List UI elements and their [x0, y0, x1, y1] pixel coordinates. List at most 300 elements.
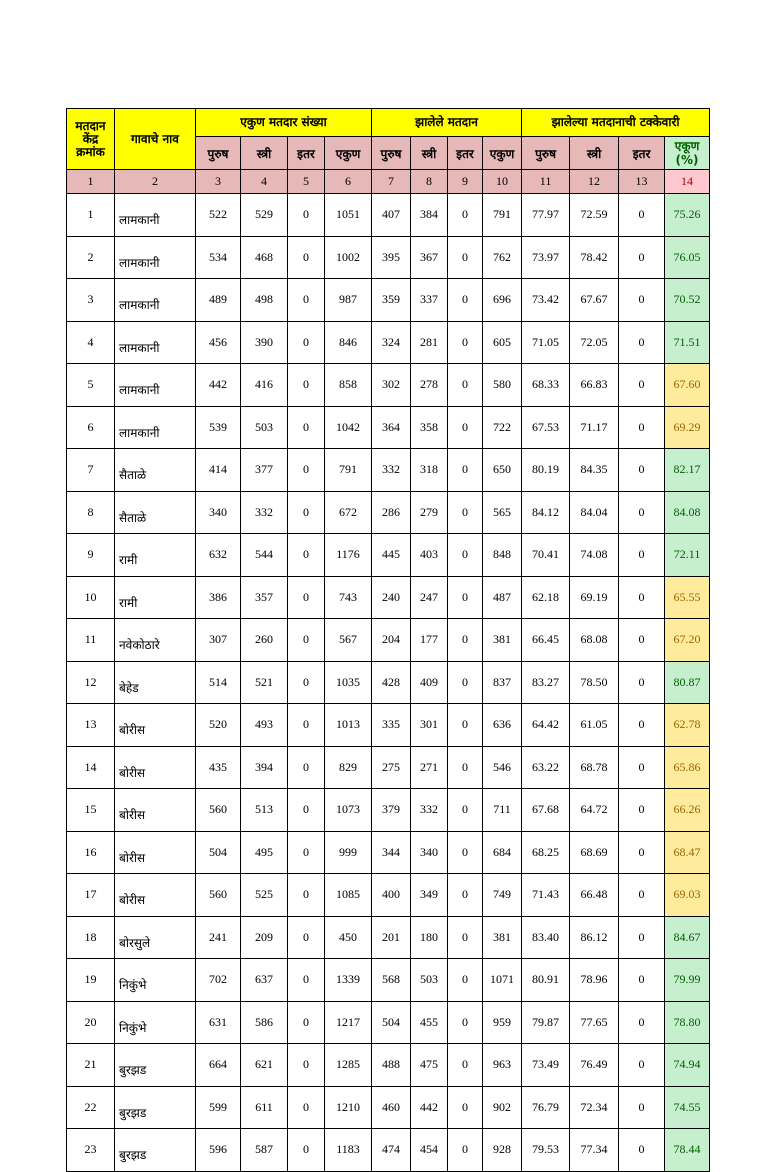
total-other-cell: 0	[288, 831, 325, 874]
table-row	[67, 704, 710, 747]
pct-total-cell	[665, 916, 710, 959]
column-number-5: 5	[288, 170, 325, 194]
pct-male-cell: 77.97	[522, 194, 570, 237]
total-male-cell: 414	[196, 449, 241, 492]
total-female-cell: 493	[241, 704, 288, 747]
pct-total-cell	[665, 321, 710, 364]
pct-male-cell: 64.42	[522, 704, 570, 747]
total-other-cell: 0	[288, 789, 325, 832]
pct-total-value: 69.03	[673, 887, 701, 902]
cast-male-cell: 445	[372, 534, 411, 577]
total-voters-cell: 1051	[325, 194, 372, 237]
cast-male-cell: 332	[372, 449, 411, 492]
cast-total-header: एकुण	[483, 137, 522, 170]
pct-female-cell: 84.04	[570, 491, 619, 534]
table-row	[67, 321, 710, 364]
table-row	[67, 916, 710, 959]
cast-total-cell: 722	[483, 406, 522, 449]
pct-total-cell	[665, 661, 710, 704]
booth-number-cell: 13	[67, 704, 115, 747]
table-row	[67, 576, 710, 619]
column-number-7: 7	[372, 170, 411, 194]
column-number-2: 2	[115, 170, 196, 194]
total-other-cell: 0	[288, 1044, 325, 1087]
pct-other-cell: 0	[619, 704, 665, 747]
pct-female-cell: 77.65	[570, 1001, 619, 1044]
booth-number-cell: 4	[67, 321, 115, 364]
table-row	[67, 279, 710, 322]
cast-other-cell: 0	[448, 959, 483, 1002]
pct-female-cell: 72.34	[570, 1086, 619, 1129]
pct-total-cell	[665, 279, 710, 322]
total-voters-cell: 791	[325, 449, 372, 492]
total-other-cell: 0	[288, 746, 325, 789]
pct-total-cell	[665, 831, 710, 874]
pct-total-value: 75.26	[673, 207, 701, 222]
village-name-cell: बोरीस	[115, 704, 196, 747]
table-row	[67, 959, 710, 1002]
village-name-cell: बोरीस	[115, 831, 196, 874]
total-male-cell: 596	[196, 1129, 241, 1172]
pct-female-cell: 78.42	[570, 236, 619, 279]
pct-male-cell: 67.53	[522, 406, 570, 449]
table-row	[67, 831, 710, 874]
booth-number-cell: 17	[67, 874, 115, 917]
booth-number-cell: 10	[67, 576, 115, 619]
total-voters-cell: 1035	[325, 661, 372, 704]
cast-male-cell: 407	[372, 194, 411, 237]
cast-total-cell: 605	[483, 321, 522, 364]
total-voters-cell: 450	[325, 916, 372, 959]
pct-female-cell: 71.17	[570, 406, 619, 449]
pct-female-cell: 77.34	[570, 1129, 619, 1172]
total-female-cell: 209	[241, 916, 288, 959]
pct-male-cell: 71.05	[522, 321, 570, 364]
pct-other-cell: 0	[619, 1044, 665, 1087]
pct-total-cell	[665, 1044, 710, 1087]
pct-male-cell: 67.68	[522, 789, 570, 832]
total-voters-cell: 999	[325, 831, 372, 874]
pct-male-cell: 68.25	[522, 831, 570, 874]
pct-total-cell	[665, 619, 710, 662]
pct-total-value: 76.05	[673, 249, 701, 264]
cast-female-cell: 301	[411, 704, 448, 747]
total-other-cell: 0	[288, 1086, 325, 1129]
total-female-cell: 377	[241, 449, 288, 492]
pct-total-cell	[665, 874, 710, 917]
total-other-cell: 0	[288, 491, 325, 534]
total-female-cell: 495	[241, 831, 288, 874]
pct-total-cell	[665, 491, 710, 534]
pct-total-value: 82.17	[673, 462, 701, 477]
table-row	[67, 534, 710, 577]
total-other-cell: 0	[288, 619, 325, 662]
pct-total-value: 65.55	[673, 589, 701, 604]
pct-total-value: 78.80	[673, 1014, 701, 1029]
total-female-cell: 513	[241, 789, 288, 832]
total-voters-cell: 1073	[325, 789, 372, 832]
pct-female-cell: 61.05	[570, 704, 619, 747]
cast-female-cell: 442	[411, 1086, 448, 1129]
total-female-cell: 416	[241, 364, 288, 407]
cast-male-cell: 504	[372, 1001, 411, 1044]
booth-number-header: मतदान केंद्र क्रमांक	[67, 109, 115, 170]
pct-female-cell: 86.12	[570, 916, 619, 959]
cast-other-cell: 0	[448, 916, 483, 959]
pct-male-cell: 71.43	[522, 874, 570, 917]
total-other-cell: 0	[288, 279, 325, 322]
cast-male-cell: 460	[372, 1086, 411, 1129]
village-name-cell: लामकानी	[115, 194, 196, 237]
votes-cast-header: झालेले मतदान	[372, 109, 522, 137]
pct-female-cell: 78.96	[570, 959, 619, 1002]
cast-other-cell: 0	[448, 576, 483, 619]
pct-female-cell: 66.48	[570, 874, 619, 917]
cast-total-cell: 565	[483, 491, 522, 534]
cast-total-cell: 580	[483, 364, 522, 407]
pct-total-value: 74.94	[673, 1057, 701, 1072]
cast-male-cell: 201	[372, 916, 411, 959]
cast-female-cell: 475	[411, 1044, 448, 1087]
cast-female-cell: 409	[411, 661, 448, 704]
total-other-header: इतर	[288, 137, 325, 170]
cast-other-cell: 0	[448, 746, 483, 789]
cast-male-cell: 474	[372, 1129, 411, 1172]
cast-male-cell: 379	[372, 789, 411, 832]
pct-male-cell: 63.22	[522, 746, 570, 789]
cast-female-cell: 358	[411, 406, 448, 449]
total-female-cell: 586	[241, 1001, 288, 1044]
pct-total-cell	[665, 1001, 710, 1044]
cast-male-cell: 395	[372, 236, 411, 279]
total-other-cell: 0	[288, 194, 325, 237]
pct-male-cell: 83.40	[522, 916, 570, 959]
total-voters-cell: 846	[325, 321, 372, 364]
total-voters-cell: 743	[325, 576, 372, 619]
total-male-cell: 560	[196, 874, 241, 917]
pct-other-cell: 0	[619, 406, 665, 449]
cast-male-cell: 275	[372, 746, 411, 789]
table-row	[67, 746, 710, 789]
booth-number-cell: 11	[67, 619, 115, 662]
column-number-3: 3	[196, 170, 241, 194]
total-voters-cell: 672	[325, 491, 372, 534]
pct-total-value: 80.87	[673, 674, 701, 689]
pct-male-cell: 80.19	[522, 449, 570, 492]
pct-total-cell	[665, 364, 710, 407]
cast-total-cell: 684	[483, 831, 522, 874]
total-male-cell: 520	[196, 704, 241, 747]
total-voters-cell: 1339	[325, 959, 372, 1002]
booth-number-cell: 12	[67, 661, 115, 704]
pct-male-cell: 76.79	[522, 1086, 570, 1129]
cast-male-cell: 568	[372, 959, 411, 1002]
pct-other-cell: 0	[619, 534, 665, 577]
village-name-cell: लामकानी	[115, 364, 196, 407]
cast-male-cell: 204	[372, 619, 411, 662]
cast-female-cell: 384	[411, 194, 448, 237]
cast-female-cell: 503	[411, 959, 448, 1002]
village-name-cell: निकुंभे	[115, 959, 196, 1002]
cast-total-cell: 928	[483, 1129, 522, 1172]
pct-total-value: 74.55	[673, 1099, 701, 1114]
pct-total-cell	[665, 1086, 710, 1129]
booth-number-cell: 9	[67, 534, 115, 577]
pct-total-value: 67.60	[673, 377, 701, 392]
pct-total-value: 62.78	[673, 717, 701, 732]
cast-total-cell: 381	[483, 916, 522, 959]
cast-female-cell: 271	[411, 746, 448, 789]
booth-number-cell: 21	[67, 1044, 115, 1087]
total-voters-cell: 1183	[325, 1129, 372, 1172]
pct-other-cell: 0	[619, 194, 665, 237]
cast-other-cell: 0	[448, 1001, 483, 1044]
pct-other-cell: 0	[619, 959, 665, 1002]
pct-other-cell: 0	[619, 831, 665, 874]
cast-male-cell: 364	[372, 406, 411, 449]
total-male-cell: 534	[196, 236, 241, 279]
cast-other-cell: 0	[448, 406, 483, 449]
village-name-cell: बोरीस	[115, 746, 196, 789]
total-male-cell: 514	[196, 661, 241, 704]
village-name-cell: नवेकोठारे	[115, 619, 196, 662]
village-name-cell: बोरीस	[115, 789, 196, 832]
total-female-cell: 498	[241, 279, 288, 322]
cast-male-cell: 359	[372, 279, 411, 322]
column-number-4: 4	[241, 170, 288, 194]
cast-other-cell: 0	[448, 1044, 483, 1087]
total-other-cell: 0	[288, 661, 325, 704]
cast-total-cell: 902	[483, 1086, 522, 1129]
column-number-10: 10	[483, 170, 522, 194]
village-name-cell: लामकानी	[115, 279, 196, 322]
cast-female-cell: 340	[411, 831, 448, 874]
pct-other-cell: 0	[619, 279, 665, 322]
village-name-cell: बुरझड	[115, 1044, 196, 1087]
booth-number-cell: 20	[67, 1001, 115, 1044]
cast-other-cell: 0	[448, 364, 483, 407]
pct-total-cell	[665, 959, 710, 1002]
total-female-cell: 521	[241, 661, 288, 704]
cast-other-cell: 0	[448, 874, 483, 917]
cast-other-cell: 0	[448, 236, 483, 279]
cast-total-cell: 381	[483, 619, 522, 662]
total-voters-cell: 829	[325, 746, 372, 789]
total-male-cell: 522	[196, 194, 241, 237]
pct-total-cell	[665, 704, 710, 747]
pct-total-cell	[665, 534, 710, 577]
cast-total-cell: 696	[483, 279, 522, 322]
cast-female-cell: 455	[411, 1001, 448, 1044]
total-voters-cell: 1085	[325, 874, 372, 917]
cast-male-cell: 324	[372, 321, 411, 364]
pct-other-cell: 0	[619, 1129, 665, 1172]
village-name-cell: रामी	[115, 534, 196, 577]
total-voters-cell: 567	[325, 619, 372, 662]
column-number-row	[67, 170, 710, 194]
cast-female-cell: 281	[411, 321, 448, 364]
cast-total-cell: 636	[483, 704, 522, 747]
pct-female-cell: 68.78	[570, 746, 619, 789]
village-name-cell: लामकानी	[115, 236, 196, 279]
cast-female-cell: 278	[411, 364, 448, 407]
cast-male-cell: 286	[372, 491, 411, 534]
booth-number-cell: 14	[67, 746, 115, 789]
total-other-cell: 0	[288, 364, 325, 407]
total-female-header: स्त्री	[241, 137, 288, 170]
total-voters-cell: 1217	[325, 1001, 372, 1044]
column-number-8: 8	[411, 170, 448, 194]
total-other-cell: 0	[288, 236, 325, 279]
pct-male-cell: 79.53	[522, 1129, 570, 1172]
cast-female-cell: 454	[411, 1129, 448, 1172]
village-name-cell: निकुंभे	[115, 1001, 196, 1044]
cast-female-cell: 403	[411, 534, 448, 577]
pct-female-cell: 64.72	[570, 789, 619, 832]
cast-other-cell: 0	[448, 449, 483, 492]
cast-total-cell: 959	[483, 1001, 522, 1044]
pct-male-cell: 62.18	[522, 576, 570, 619]
pct-total-value: 68.47	[673, 844, 701, 859]
total-voters-header: एकुण मतदार संख्या	[196, 109, 372, 137]
table-row	[67, 194, 710, 237]
total-male-cell: 340	[196, 491, 241, 534]
cast-other-cell: 0	[448, 194, 483, 237]
pct-male-cell: 70.41	[522, 534, 570, 577]
cast-female-cell: 349	[411, 874, 448, 917]
village-name-cell: बुरझड	[115, 1129, 196, 1172]
cast-total-cell: 711	[483, 789, 522, 832]
booth-number-cell: 8	[67, 491, 115, 534]
pct-female-cell: 74.08	[570, 534, 619, 577]
pct-female-cell: 66.83	[570, 364, 619, 407]
cast-total-cell: 650	[483, 449, 522, 492]
pct-total-cell	[665, 194, 710, 237]
cast-other-cell: 0	[448, 321, 483, 364]
pct-total-header: एकूण (%)	[665, 137, 710, 170]
cast-male-cell: 488	[372, 1044, 411, 1087]
total-voters-cell: 1285	[325, 1044, 372, 1087]
pct-male-header: पुरुष	[522, 137, 570, 170]
pct-female-cell: 72.59	[570, 194, 619, 237]
total-male-cell: 307	[196, 619, 241, 662]
total-male-cell: 560	[196, 789, 241, 832]
pct-other-cell: 0	[619, 449, 665, 492]
total-female-cell: 260	[241, 619, 288, 662]
cast-total-cell: 848	[483, 534, 522, 577]
total-male-cell: 539	[196, 406, 241, 449]
pct-other-cell: 0	[619, 576, 665, 619]
pct-total-cell	[665, 789, 710, 832]
total-female-cell: 611	[241, 1086, 288, 1129]
table-row	[67, 449, 710, 492]
pct-total-cell	[665, 576, 710, 619]
cast-female-cell: 318	[411, 449, 448, 492]
cast-total-cell: 762	[483, 236, 522, 279]
total-male-header: पुरुष	[196, 137, 241, 170]
pct-male-cell: 83.27	[522, 661, 570, 704]
village-name-header: गावाचे नाव	[115, 109, 196, 170]
pct-total-value: 78.44	[673, 1142, 701, 1157]
cast-other-cell: 0	[448, 1086, 483, 1129]
pct-female-cell: 78.50	[570, 661, 619, 704]
cast-total-cell: 749	[483, 874, 522, 917]
cast-male-cell: 400	[372, 874, 411, 917]
pct-total-value: 67.20	[673, 632, 701, 647]
cast-total-cell: 1071	[483, 959, 522, 1002]
column-number-14: 14	[665, 170, 710, 194]
pct-female-cell: 68.08	[570, 619, 619, 662]
booth-number-cell: 5	[67, 364, 115, 407]
total-voters-cell: 1210	[325, 1086, 372, 1129]
booth-number-cell: 22	[67, 1086, 115, 1129]
table-row	[67, 619, 710, 662]
column-number-9: 9	[448, 170, 483, 194]
table-row	[67, 1001, 710, 1044]
table-row	[67, 1044, 710, 1087]
pct-total-cell	[665, 236, 710, 279]
cast-other-cell: 0	[448, 704, 483, 747]
pct-female-cell: 67.67	[570, 279, 619, 322]
pct-other-cell: 0	[619, 1086, 665, 1129]
pct-female-cell: 76.49	[570, 1044, 619, 1087]
pct-female-cell: 84.35	[570, 449, 619, 492]
pct-total-cell	[665, 449, 710, 492]
pct-other-cell: 0	[619, 661, 665, 704]
cast-other-cell: 0	[448, 619, 483, 662]
pct-male-cell: 80.91	[522, 959, 570, 1002]
cast-total-cell: 837	[483, 661, 522, 704]
table-row	[67, 661, 710, 704]
column-number-11: 11	[522, 170, 570, 194]
column-number-6: 6	[325, 170, 372, 194]
turnout-percentage-header: झालेल्या मतदानाची टक्केवारी	[522, 109, 710, 137]
pct-other-cell: 0	[619, 619, 665, 662]
cast-male-cell: 240	[372, 576, 411, 619]
village-name-cell: लामकानी	[115, 321, 196, 364]
cast-total-cell: 546	[483, 746, 522, 789]
total-other-cell: 0	[288, 1001, 325, 1044]
pct-total-value: 79.99	[673, 972, 701, 987]
pct-total-value: 72.11	[673, 547, 701, 562]
table-row	[67, 491, 710, 534]
total-female-cell: 332	[241, 491, 288, 534]
pct-total-value: 66.26	[673, 802, 701, 817]
pct-total-value: 84.67	[673, 929, 701, 944]
booth-number-cell: 1	[67, 194, 115, 237]
village-name-cell: लामकानी	[115, 406, 196, 449]
pct-total-value: 70.52	[673, 292, 701, 307]
total-female-cell: 468	[241, 236, 288, 279]
booth-number-cell: 15	[67, 789, 115, 832]
cast-total-cell: 963	[483, 1044, 522, 1087]
pct-other-cell: 0	[619, 746, 665, 789]
village-name-cell: रामी	[115, 576, 196, 619]
total-other-cell: 0	[288, 449, 325, 492]
total-other-cell: 0	[288, 704, 325, 747]
total-other-cell: 0	[288, 321, 325, 364]
pct-female-cell: 68.69	[570, 831, 619, 874]
total-male-cell: 504	[196, 831, 241, 874]
voter-turnout-table	[66, 108, 710, 1172]
cast-other-cell: 0	[448, 661, 483, 704]
column-number-13: 13	[619, 170, 665, 194]
cast-female-cell: 337	[411, 279, 448, 322]
total-total-header: एकुण	[325, 137, 372, 170]
booth-number-cell: 7	[67, 449, 115, 492]
booth-number-cell: 6	[67, 406, 115, 449]
booth-number-cell: 2	[67, 236, 115, 279]
